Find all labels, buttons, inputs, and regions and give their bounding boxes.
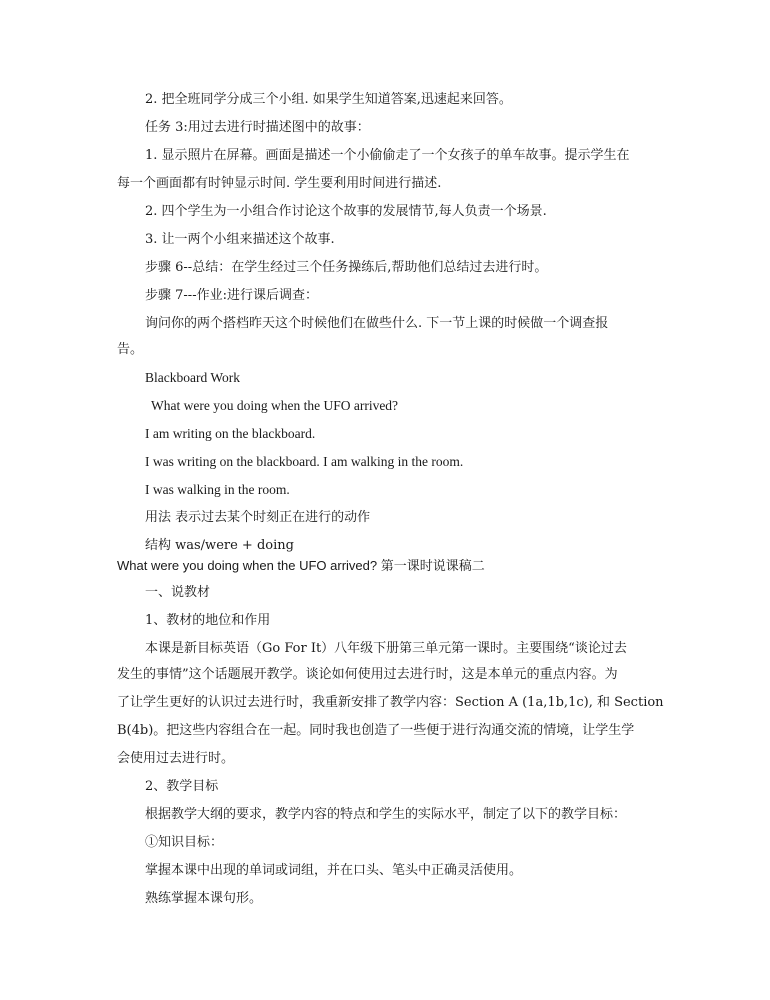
blackboard-line-3: I was walking in the room. <box>145 482 290 497</box>
step-6-summary: 步骤 6--总结：在学生经过三个任务操练后,帮助他们总结过去进行时。 <box>145 260 548 275</box>
section-title: What were you doing when the UFO arrived? 第一课时说课稿二 <box>117 558 485 573</box>
task-3-item-1-cont: 每一个画面都有时钟显示时间. 学生要利用时间进行描述. <box>117 176 442 191</box>
blackboard-line-1: I am writing on the blackboard. <box>145 426 316 441</box>
homework-survey-cont: 告。 <box>117 342 144 357</box>
heading-teaching-material: 一、说教材 <box>145 585 211 600</box>
usage-note: 用法 表示过去某个时刻正在进行的动作 <box>145 510 371 525</box>
paragraph-line-5: 会使用过去进行时。 <box>117 751 235 766</box>
knowledge-goal-1: 掌握本课中出现的单词或词组，并在口头、笔头中正确灵活使用。 <box>145 863 523 878</box>
task-3-item-1: 1. 显示照片在屏幕。画面是描述一个小偷偷走了一个女孩子的单车故事。提示学生在 <box>145 148 630 163</box>
heading-material-position: 1、教材的地位和作用 <box>145 613 271 628</box>
paragraph-line-3: 了让学生更好的认识过去进行时，我重新安排了教学内容：Section A (1a,1b,1c), 和 Section <box>117 695 664 710</box>
task-3-item-2: 2. 四个学生为一小组合作讨论这个故事的发展情节,每人负责一个场景. <box>145 204 547 219</box>
paragraph-line-1: 本课是新目标英语（Go For It）八年级下册第三单元第一课时。主要围绕“谈论过去 <box>145 641 627 656</box>
knowledge-goal-2: 熟练掌握本课句形。 <box>145 891 263 906</box>
heading-teaching-goals: 2、教学目标 <box>145 779 219 794</box>
step-7-homework: 步骤 7---作业:进行课后调查： <box>145 288 318 303</box>
goals-intro: 根据教学大纲的要求，教学内容的特点和学生的实际水平，制定了以下的教学目标： <box>145 807 627 822</box>
blackboard-line-2: I was writing on the blackboard. I am walking in the room. <box>145 454 464 469</box>
blackboard-title: What were you doing when the UFO arrived? <box>151 398 399 413</box>
structure-note: 结构 was/were + doing <box>145 538 294 553</box>
step-2-text: 2. 把全班同学分成三个小组. 如果学生知道答案,迅速起来回答。 <box>145 92 512 107</box>
knowledge-goal-heading: ①知识目标： <box>145 835 224 850</box>
task-3-heading: 任务 3:用过去进行时描述图中的故事： <box>145 120 370 135</box>
task-3-item-3: 3. 让一两个小组来描述这个故事. <box>145 232 335 247</box>
paragraph-line-4: B(4b)。把这些内容组合在一起。同时我也创造了一些便于进行沟通交流的情境，让学生学 <box>117 723 635 738</box>
paragraph-line-2: 发生的事情”这个话题展开教学。谈论如何使用过去进行时，这是本单元的重点内容。为 <box>117 667 618 682</box>
blackboard-work-heading: Blackboard Work <box>145 370 241 385</box>
homework-survey-text: 询问你的两个搭档昨天这个时候他们在做些什么. 下一节上课的时候做一个调查报 <box>145 316 609 331</box>
